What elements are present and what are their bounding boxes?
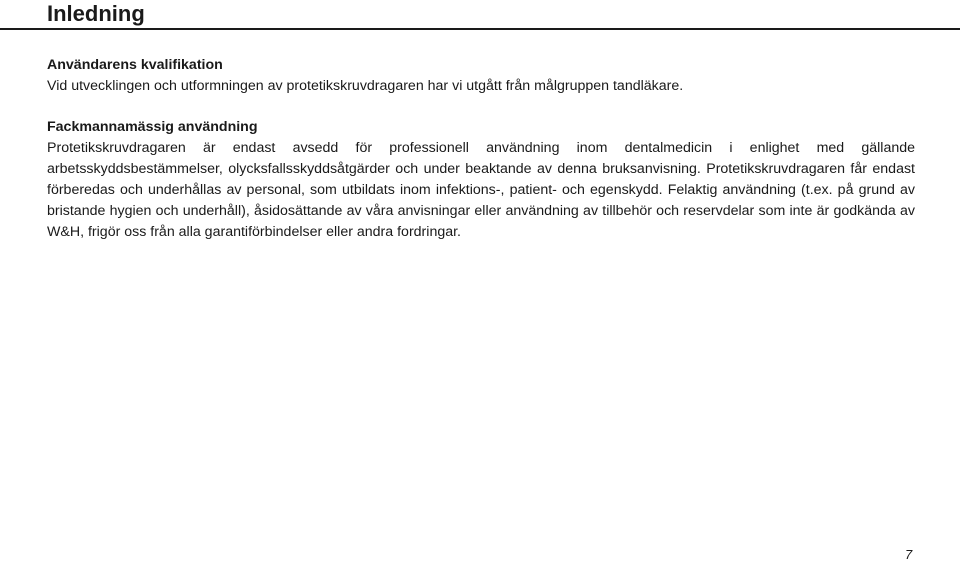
section-user-qualification — [47, 55, 915, 97]
section-intended-use — [47, 117, 915, 243]
page-title: Inledning — [47, 1, 145, 26]
section-heading: Användarens kvalifikation — [47, 57, 223, 73]
section-heading: Fackmannamässig användning — [47, 119, 258, 135]
section-text: Protetikskruvdragaren är endast avsedd för professionell användning inom dentalmedicin i enlighet med gällande arbetsskyddsbestämmelser, olycksfallsskyddsåtgärder och under beaktande av denna bruksanvisning. Protetikskruvdragaren får endast förberedas och underhållas av personal, som utbildats inom infektions-, patient- och egenskydd. Felaktig användning (t.ex. på grund av bristande hygien och underhåll), åsidosättande av våra anvisningar eller användning av tillbehör och reservdelar som inte är godkända av W&H, frigör oss från alla garantiförbindelser eller andra fordringar. — [47, 140, 915, 240]
page-number: 7 — [905, 547, 913, 562]
title-bar — [0, 0, 960, 30]
section-text: Vid utvecklingen och utformningen av protetikskruvdragaren har vi utgått från målgruppen tandläkare. — [47, 78, 684, 94]
